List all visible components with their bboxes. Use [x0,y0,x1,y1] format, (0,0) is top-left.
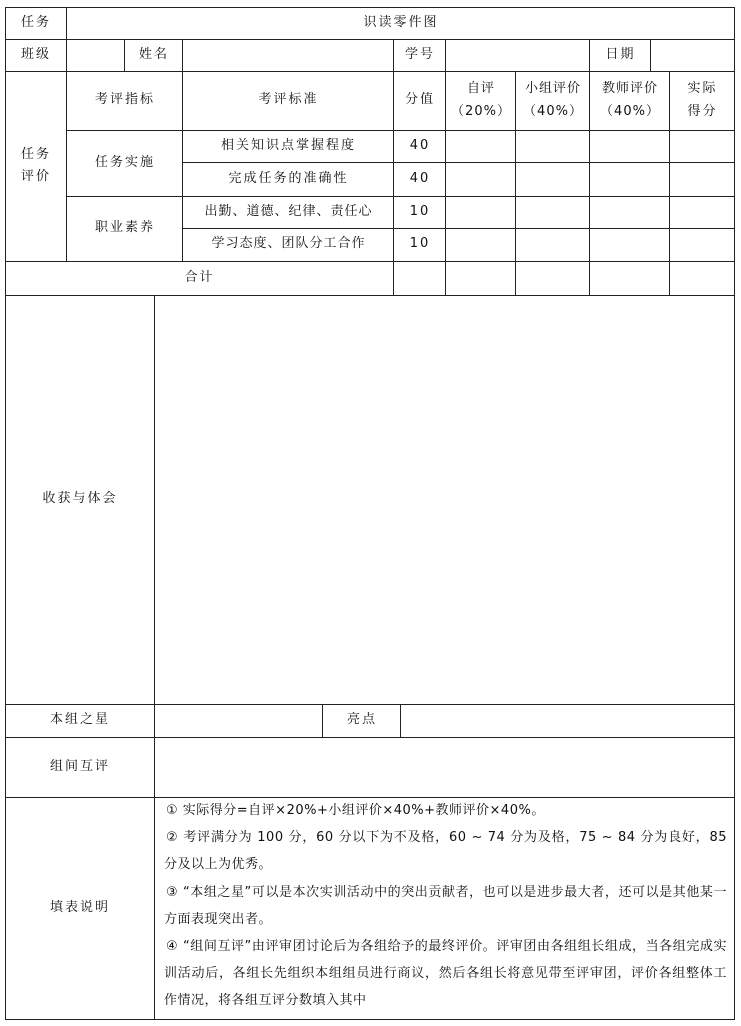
class-label: 班级 [20,46,51,62]
name-field[interactable] [183,39,394,71]
group-eval-field[interactable] [516,130,590,162]
actual-score-field[interactable] [670,196,735,228]
highlight-label: 亮点 [346,712,377,728]
task-title: 识读零件图 [363,14,439,30]
self-eval-field[interactable] [446,228,516,261]
instruction-item: ④ “组间互评”由评审团讨论后为各组给予的最终评价。评审团由各组组长组成，当各组完成实训活动后，各组长先组织本组组员进行商议，然后各组长将意见带至评审团，评价各组整体工作情况，将各组互评分数填入其中 [164,939,727,1009]
actual-score-field[interactable] [670,228,735,261]
standard-cell: 出勤、道德、纪律、责任心 [204,203,373,219]
instructions-label: 填表说明 [49,899,110,915]
header-self-eval: 自评 （20%） [451,81,511,119]
score-cell: 40 [409,170,431,186]
header-actual-score: 实际 得分 [687,81,718,119]
peer-review-label: 组间互评 [49,758,110,774]
actual-score-field[interactable] [670,162,735,196]
date-field[interactable] [651,39,735,71]
group-star-label: 本组之星 [49,712,110,728]
class-field[interactable] [67,39,125,71]
standard-cell: 完成任务的准确性 [228,170,349,186]
group-star-field[interactable] [155,704,323,737]
name-label: 姓名 [138,46,169,62]
instruction-item: ② 考评满分为 100 分，60 分以下为不及格，60 ~ 74 分为及格，75 ~ 84 分为良好，85 分及以上为优秀。 [164,830,727,873]
group-eval-field[interactable] [516,196,590,228]
header-score: 分值 [404,92,435,108]
teacher-eval-field[interactable] [590,228,670,261]
student-no-label: 学号 [404,46,435,62]
score-cell: 10 [409,203,431,219]
peer-review-field[interactable] [155,737,735,797]
score-cell: 10 [409,236,431,252]
header-group-eval: 小组评价 （40%） [523,81,583,119]
instruction-item: ① 实际得分=自评×20%+小组评价×40%+教师评价×40%。 [166,803,545,818]
reflection-label: 收获与体会 [42,491,118,507]
instructions-text [164,797,727,1015]
self-eval-field[interactable] [446,162,516,196]
header-standard: 考评标准 [258,92,319,108]
actual-score-field[interactable] [670,130,735,162]
highlight-field[interactable] [401,704,735,737]
date-label: 日期 [605,46,636,62]
student-no-field[interactable] [446,39,590,71]
teacher-eval-field[interactable] [590,162,670,196]
total-label: 合计 [184,269,215,285]
task-evaluation-label: 任务 评价 [20,146,51,184]
group-eval-field[interactable] [516,228,590,261]
indicator-task-implementation: 任务实施 [94,154,155,170]
standard-cell: 相关知识点掌握程度 [220,137,356,153]
instruction-item: ③ “本组之星”可以是本次实训活动中的突出贡献者，也可以是进步最大者，还可以是其他某一方面表现突出者。 [164,884,727,927]
task-label: 任务 [20,14,51,30]
header-teacher-eval: 教师评价 （40%） [600,81,660,119]
header-indicator: 考评指标 [94,92,155,108]
standard-cell: 学习态度、团队分工合作 [211,236,366,252]
group-eval-field[interactable] [516,162,590,196]
score-cell: 40 [409,137,431,153]
self-eval-field[interactable] [446,130,516,162]
reflection-text-area[interactable] [155,295,735,704]
teacher-eval-field[interactable] [590,130,670,162]
indicator-professional-quality: 职业素养 [94,220,155,236]
self-eval-field[interactable] [446,196,516,228]
teacher-eval-field[interactable] [590,196,670,228]
